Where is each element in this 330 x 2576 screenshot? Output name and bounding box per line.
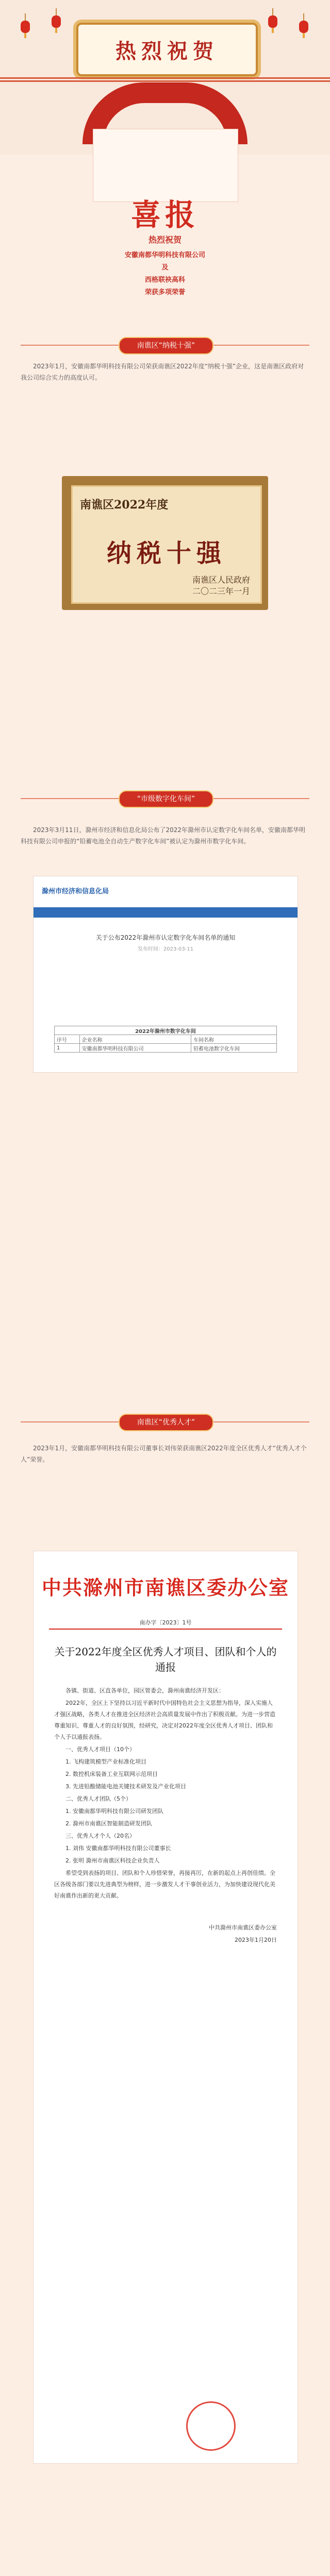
section-header-talent [0, 1412, 330, 1432]
doc-date: 2023年1月20日 [235, 1937, 277, 1943]
section-header-tax [0, 335, 330, 355]
article-meta: 发布时间：2023-03-11 [137, 946, 194, 952]
plaque-issuer-line: 二〇二三年一月 [192, 586, 250, 596]
doc-paragraph: 1. 安徽南都华明科技有限公司研发团队 [65, 1808, 163, 1815]
xibao-line: 荣获多项荣誉 [144, 289, 185, 296]
article-headline: 关于公布2022年滁州市认定数字化车间名单的通知 [95, 934, 236, 941]
doc-paragraph: 各镇、街道、区直各单位，园区管委会，滁州南谯经济开发区： [65, 1687, 224, 1694]
xibao-line: 热烈祝贺 [148, 235, 182, 245]
doc-paragraph: 1. 飞构建筑模型产业标准化项目 [65, 1758, 146, 1765]
award-plaque [62, 476, 268, 610]
doc-paragraph: 2. 张明 滁州市南谯区科技企业负责人 [65, 1857, 160, 1864]
table-cell: 铅蓄电池数字化车间 [191, 1044, 276, 1053]
table-cell: 安徽南都华明科技有限公司 [79, 1044, 191, 1053]
table-row [55, 1044, 277, 1053]
doc-paragraph: 二、优秀人才团队（5个） [65, 1795, 131, 1802]
doc-paragraph: 2. 滁州市南谯区智能制造研发团队 [65, 1820, 152, 1827]
table-cell: 企业名称 [79, 1035, 191, 1044]
title-plaque [76, 23, 258, 76]
divider [0, 77, 330, 79]
section-text: 2023年1月，安徽南都华明科技有限公司荣获南谯区2022年度“纳税十强”企业，这是南谯区政府对我公司综合实力的高度认可。 [21, 363, 304, 381]
table-title: 2022年滁州市数字化车间 [55, 1026, 277, 1035]
section-header-digital [0, 788, 330, 809]
doc-paragraph: 3. 先进铅酸储能电池关键技术研发及产业化项目 [65, 1783, 186, 1790]
banner-title: 热烈祝贺 [116, 39, 219, 63]
doc-red-line [49, 1629, 282, 1630]
doc-title: 关于2022年度全区优秀人才项目、团队和个人的通报 [54, 1646, 277, 1673]
section-label: 南谯区“纳税十强” [119, 337, 213, 354]
xibao-line: 安徽南都华明科技有限公司 [124, 251, 205, 259]
plaque-issuer [192, 574, 250, 597]
plaque-year: 南谯区2022年度 [80, 498, 169, 512]
doc-paragraph: 2. 数控机床装备工业互联网示范项目 [65, 1771, 158, 1777]
doc-paragraph: 一、优秀人才项目（10个） [65, 1746, 135, 1753]
table-cell: 车间名称 [191, 1035, 276, 1044]
section-label: “市级数字化车间” [119, 790, 213, 808]
lantern-icon [21, 21, 30, 33]
doc-paragraph: 希望受到表扬的项目、团队和个人珍惜荣誉，再接再厉，在新的起点上再创佳绩。全区各级各部门要以先进典型为榜样，进一步激发人才干事创业活力，为加快建设现代化美好南谯作出新的更大贡献。 [54, 1870, 275, 1899]
table-row [55, 1035, 277, 1044]
divider [0, 80, 330, 82]
table-cell: 序号 [55, 1035, 80, 1044]
web-screenshot [33, 876, 298, 1073]
doc-body [54, 1685, 277, 1947]
lantern-icon [268, 15, 277, 28]
site-nav [34, 907, 298, 918]
red-seal-icon [186, 2401, 236, 2451]
table-cell: 1 [55, 1044, 80, 1053]
official-document [33, 1551, 298, 2464]
doc-paragraph: 1. 刘伟 安徽南都华明科技有限公司董事长 [65, 1845, 171, 1852]
doc-paragraph: 三、优秀人才个人（20名） [65, 1833, 135, 1839]
plaque-award: 纳税十强 [106, 539, 226, 568]
doc-sign: 中共滁州市南谯区委办公室 [209, 1924, 277, 1931]
award-table [54, 1026, 277, 1053]
doc-paragraph: 2022年，全区上下坚持以习近平新时代中国特色社会主义思想为指导，深入实施人才强区战略，各类人才在推进全区经济社会高质量发展中作出了积极贡献。为进一步营造尊重知识、尊重人才的良好氛围，经研究，决定对2022年度全区优秀人才项目、团队和个人予以通报表扬。 [54, 1700, 275, 1740]
section-label: 南谯区“优秀人才” [119, 1414, 213, 1431]
section-text: 2023年3月11日，滁州市经济和信息化局公布了2022年滁州市认定数字化车间名单，安徽南都华明科技有限公司申报的“铅蓄电池全自动生产数字化车间”被认定为滁州市数字化车间。 [21, 826, 305, 845]
xibao-line: 及 [161, 264, 169, 272]
xibao-headline: 喜报 [130, 197, 199, 232]
doc-red-head: 中共滁州市南谯区委办公室 [41, 1576, 289, 1599]
site-header [34, 876, 298, 908]
site-logo: 滁州市经济和信息化局 [42, 888, 109, 895]
doc-number: 南办字〔2023〕1号 [139, 1619, 192, 1626]
lantern-icon [52, 15, 61, 28]
lantern-icon [299, 21, 308, 33]
announcement [0, 191, 330, 296]
plaque-issuer-line: 南谯区人民政府 [192, 575, 250, 585]
plaque-face [71, 485, 262, 604]
section-text: 2023年1月，安徽南都华明科技有限公司董事长刘伟荣获南谯区2022年度全区优秀人才“优秀人才个人”荣誉。 [21, 1445, 307, 1463]
xibao-line: 西格联袂高科 [144, 276, 185, 284]
